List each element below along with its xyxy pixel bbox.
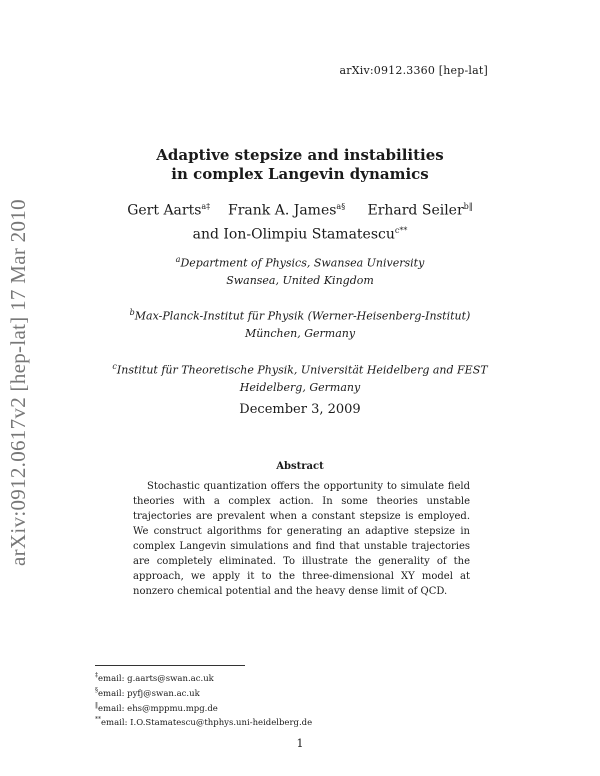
affiliation [0, 304, 600, 342]
affiliation-line [0, 304, 600, 325]
affiliation-mark: c [112, 362, 117, 371]
author-marks: c** [394, 225, 408, 235]
affiliation-dept: Department of Physics, Swansea University [180, 256, 425, 270]
author-line-2 [0, 221, 600, 245]
footnote [95, 700, 312, 715]
affiliation-dept: Max-Planck-Institut für Physik (Werner-Heisenberg-Institut) [134, 309, 471, 323]
abstract-text: Stochastic quantization offers the opportunity to simulate field theories with a complex action. In some theories unstable trajectories are prevalent when a constant stepsize is employed. We construct algorithms for generating an adaptive stepsize in complex Langevin simulations and find that unstable trajectories are completely eliminated. To illustrate the generality of the approach, we apply it to the three-dimensional XY model at nonzero chemical potential and the heavy dense limit of QCD. [133, 481, 470, 597]
arxiv-stamp-text: arXiv:0912.0617v2 [hep-lat] 17 Mar 2010 [6, 199, 30, 566]
title-line-1: Adaptive stepsize and instabilities [156, 146, 444, 164]
affiliation-line [0, 251, 600, 272]
footnote [95, 670, 312, 685]
abstract-body [133, 479, 470, 599]
affiliation-location: Heidelberg, Germany [239, 380, 361, 394]
footnote-mark: ‖ [95, 701, 98, 709]
paper-title [0, 146, 600, 184]
author-list [0, 197, 600, 244]
footnote [95, 685, 312, 700]
author-line-1 [0, 197, 600, 221]
author-name: Ion-Olimpiu Stamatescu [223, 226, 395, 243]
author-name: Gert Aarts [127, 202, 202, 219]
affiliation-location: Swansea, United Kingdom [226, 273, 374, 287]
abstract-heading: Abstract [276, 461, 324, 472]
author-name: Erhard Seiler [367, 202, 464, 219]
author-marks: b‖ [463, 202, 473, 211]
footnotes [95, 670, 312, 729]
footnote-mark: § [95, 686, 98, 694]
author-prefix: and [192, 226, 224, 243]
paper-date: December 3, 2009 [239, 402, 361, 417]
author-marks: a‡ [201, 202, 211, 211]
title-line-2: in complex Langevin dynamics [171, 165, 429, 183]
affiliation-location: München, Germany [244, 326, 356, 340]
affiliation [0, 251, 600, 289]
footnote-text: email: I.O.Stamatescu@thphys.uni-heidelberg.de [101, 718, 313, 729]
footnote-text: email: g.aarts@swan.ac.uk [98, 673, 214, 684]
footnote-text: email: pyfj@swan.ac.uk [98, 688, 200, 699]
author-marks: a§ [336, 202, 346, 211]
preprint-id: arXiv:0912.3360 [hep-lat] [339, 64, 488, 77]
affiliation-line [0, 358, 600, 379]
affiliation-dept: Institut für Theoretische Physik, Universität Heidelberg and FEST [116, 363, 488, 377]
footnote [95, 714, 312, 729]
footnote-mark: ‡ [95, 672, 98, 679]
footnote-divider [95, 665, 245, 666]
footnote-text: email: ehs@mppmu.mpg.de [98, 703, 218, 714]
affiliation-mark: b [129, 308, 135, 317]
affiliation-mark: a [175, 255, 181, 264]
arxiv-sidebar-stamp [6, 199, 46, 567]
author-name: Frank A. James [228, 202, 337, 219]
footnote-mark: ** [95, 716, 101, 724]
affiliation [0, 358, 600, 396]
page-number: 1 [296, 737, 304, 750]
